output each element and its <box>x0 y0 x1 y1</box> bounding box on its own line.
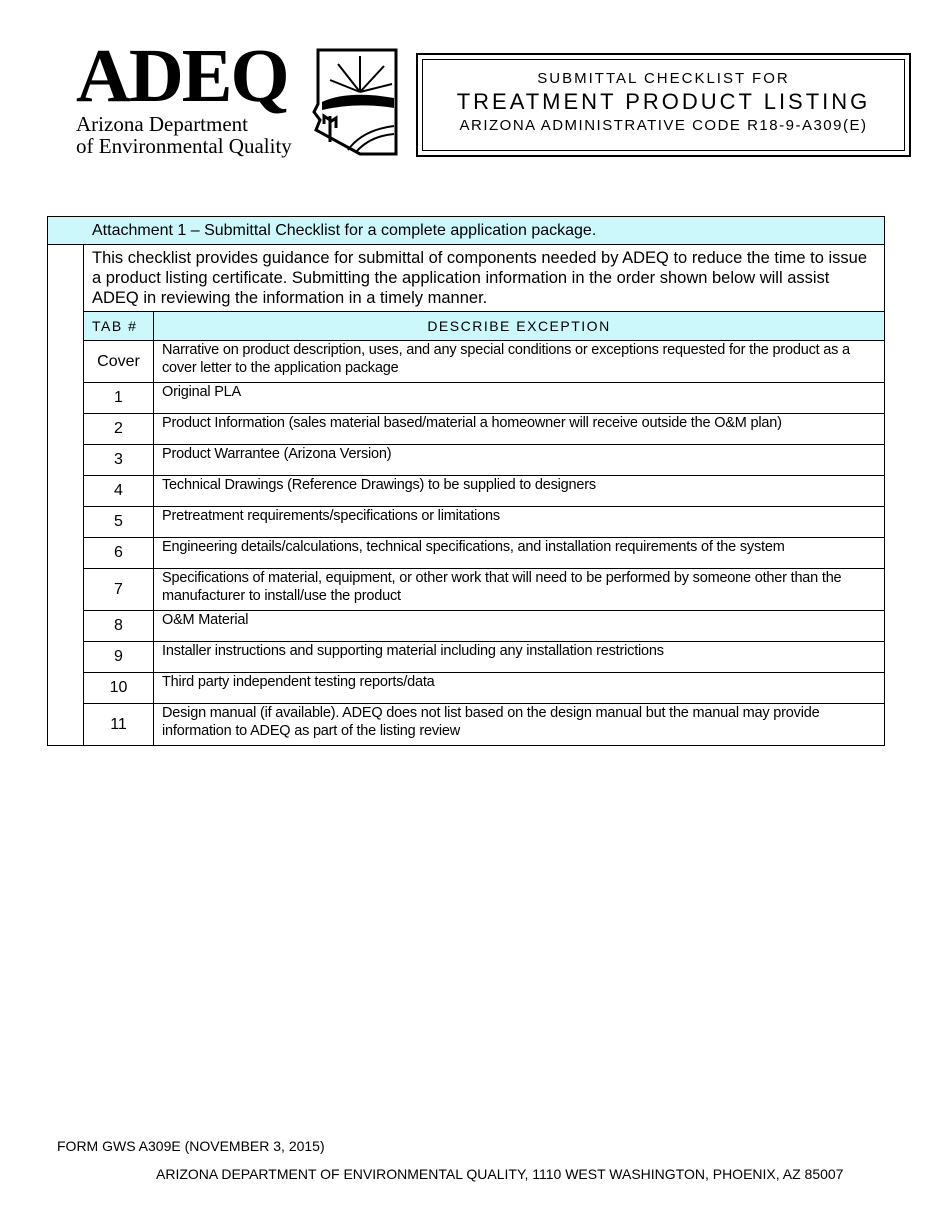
logo-line-2: of Environmental Quality <box>76 134 292 158</box>
tab-number: 4 <box>84 476 154 507</box>
tab-number: 6 <box>84 538 154 569</box>
document-title: TREATMENT PRODUCT LISTING <box>456 89 871 114</box>
tab-number: 10 <box>84 673 154 704</box>
row-description: Technical Drawings (Reference Drawings) to be supplied to designers <box>154 476 885 507</box>
left-margin-cell <box>48 245 84 746</box>
title-line-1: SUBMITTAL CHECKLIST FOR <box>537 70 790 87</box>
row-description: Installer instructions and supporting material including any installation restrictions <box>154 642 885 673</box>
tab-number: 2 <box>84 414 154 445</box>
row-description: Product Warrantee (Arizona Version) <box>154 445 885 476</box>
table-row <box>48 673 885 704</box>
title-box <box>416 53 911 157</box>
agency-address: ARIZONA DEPARTMENT OF ENVIRONMENTAL QUALITY, 1110 WEST WASHINGTON, PHOENIX, AZ 85007 <box>156 1166 844 1182</box>
column-header-tab: TAB # <box>84 312 154 341</box>
table-caption: Attachment 1 – Submittal Checklist for a complete application package. <box>48 217 885 245</box>
tab-number: 5 <box>84 507 154 538</box>
tab-number: 9 <box>84 642 154 673</box>
table-row <box>48 476 885 507</box>
row-description: Engineering details/calculations, technical specifications, and installation requirements of the system <box>154 538 885 569</box>
tab-number: 7 <box>84 569 154 611</box>
tab-number: 3 <box>84 445 154 476</box>
logo-wordmark: ADEQ <box>76 34 288 118</box>
table-row <box>48 383 885 414</box>
tab-number: 1 <box>84 383 154 414</box>
row-description: Third party independent testing reports/data <box>154 673 885 704</box>
arizona-state-icon <box>308 46 400 156</box>
tab-number: Cover <box>84 341 154 383</box>
table-row <box>48 569 885 611</box>
row-description: O&M Material <box>154 611 885 642</box>
table-row <box>48 507 885 538</box>
table-row <box>48 704 885 746</box>
tab-number: 11 <box>84 704 154 746</box>
tab-number: 8 <box>84 611 154 642</box>
adeq-logo <box>74 34 404 162</box>
table-row <box>48 642 885 673</box>
code-reference: ARIZONA ADMINISTRATIVE CODE R18-9-A309(E) <box>459 117 868 134</box>
table-row <box>48 341 885 383</box>
intro-text: This checklist provides guidance for submittal of components needed by ADEQ to reduce the time to issue a product listing certificate. Submitting the application information in the order shown below will assist ADEQ in reviewing the information in a timely manner. <box>84 245 885 312</box>
row-description: Product Information (sales material based/material a homeowner will receive outside the O&M plan) <box>154 414 885 445</box>
row-description: Specifications of material, equipment, or other work that will need to be performed by someone other than the manufacturer to install/use the product <box>154 569 885 611</box>
table-row <box>48 538 885 569</box>
column-header-row <box>48 312 885 341</box>
row-description: Narrative on product description, uses, and any special conditions or exceptions requested for the product as a cover letter to the application package <box>154 341 885 383</box>
form-number: FORM GWS A309E (NOVEMBER 3, 2015) <box>57 1138 325 1154</box>
table-row <box>48 611 885 642</box>
row-description: Pretreatment requirements/specifications or limitations <box>154 507 885 538</box>
table-row <box>48 414 885 445</box>
table-row <box>48 445 885 476</box>
table-caption-row <box>48 217 885 245</box>
column-header-description: DESCRIBE EXCEPTION <box>154 312 885 341</box>
submittal-checklist-table <box>47 216 885 746</box>
intro-row <box>48 245 885 312</box>
row-description: Original PLA <box>154 383 885 414</box>
row-description: Design manual (if available). ADEQ does not list based on the design manual but the manual may provide information to ADEQ as part of the listing review <box>154 704 885 746</box>
logo-line-1: Arizona Department <box>76 112 249 136</box>
